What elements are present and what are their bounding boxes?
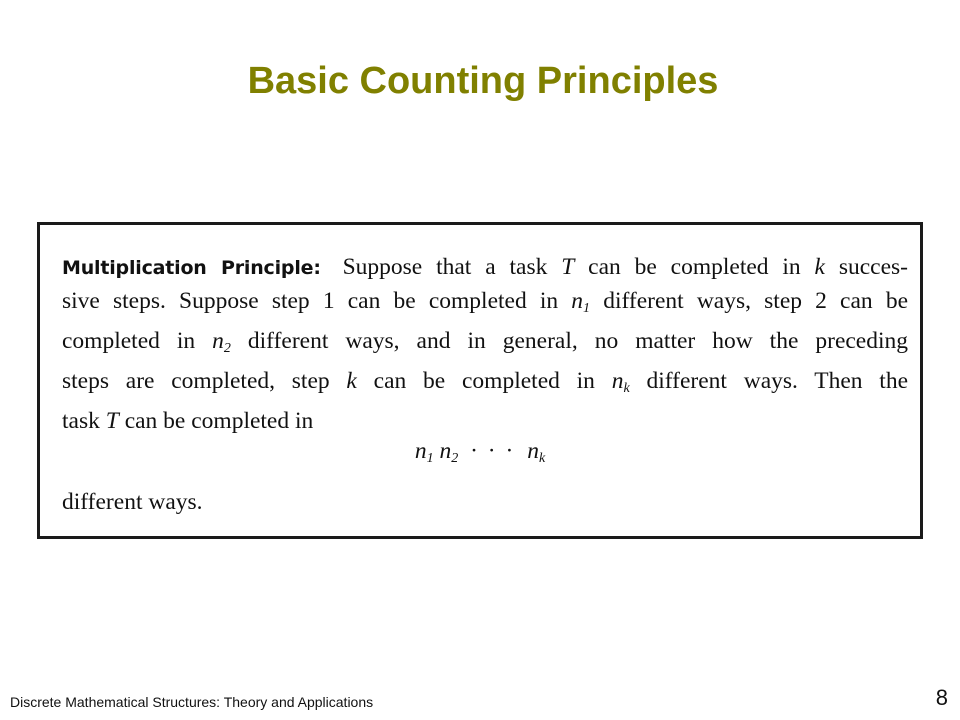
text-fragment: completed in xyxy=(62,328,196,354)
text-fragment: can be completed in xyxy=(124,408,314,434)
text-fragment: sive steps. Suppose step 1 can be completed in xyxy=(62,288,559,314)
slide-title: Basic Counting Principles xyxy=(247,60,719,102)
formula-nk: $n_k$ xyxy=(527,438,546,466)
definition-line-4 xyxy=(62,365,908,405)
variable-n2: $n_2$ xyxy=(212,328,231,356)
footer-source: Discrete Mathematical Structures: Theory and Applications xyxy=(10,694,374,710)
text-fragment: succes- xyxy=(838,254,908,280)
text-fragment: Suppose that a task xyxy=(342,254,548,280)
variable-n1: $n_1$ xyxy=(571,288,591,316)
definition-line-2 xyxy=(62,285,908,325)
variable-k: k xyxy=(814,254,825,280)
text-fragment: task xyxy=(62,408,100,434)
definition-box xyxy=(37,222,923,539)
formula-n1: $n_1$ xyxy=(414,438,434,466)
variable-t: T xyxy=(105,408,119,434)
variable-k: k xyxy=(346,368,357,394)
formula-n2: $n_2$ xyxy=(439,438,459,466)
text-fragment: different ways. Then the xyxy=(646,368,909,394)
definition-line-1 xyxy=(62,251,908,285)
page-number: 8 xyxy=(935,685,948,710)
product-formula xyxy=(40,438,920,467)
text-fragment: can be completed in xyxy=(588,254,801,280)
definition-conclusion: different ways. xyxy=(62,489,203,515)
text-fragment: different ways, and in general, no matter how the preceding xyxy=(247,328,909,354)
definition-line-3 xyxy=(62,325,908,365)
text-fragment: different ways, step 2 can be xyxy=(603,288,908,314)
definition-label: Multiplication Principle: xyxy=(62,257,321,279)
variable-t: T xyxy=(561,254,575,280)
formula-ellipsis: · · · xyxy=(470,438,516,464)
text-fragment: steps are completed, step xyxy=(62,368,330,394)
definition-text xyxy=(62,251,908,438)
definition-line-5 xyxy=(62,405,908,438)
text-fragment: can be completed in xyxy=(373,368,595,394)
variable-nk: $n_k$ xyxy=(611,368,630,396)
